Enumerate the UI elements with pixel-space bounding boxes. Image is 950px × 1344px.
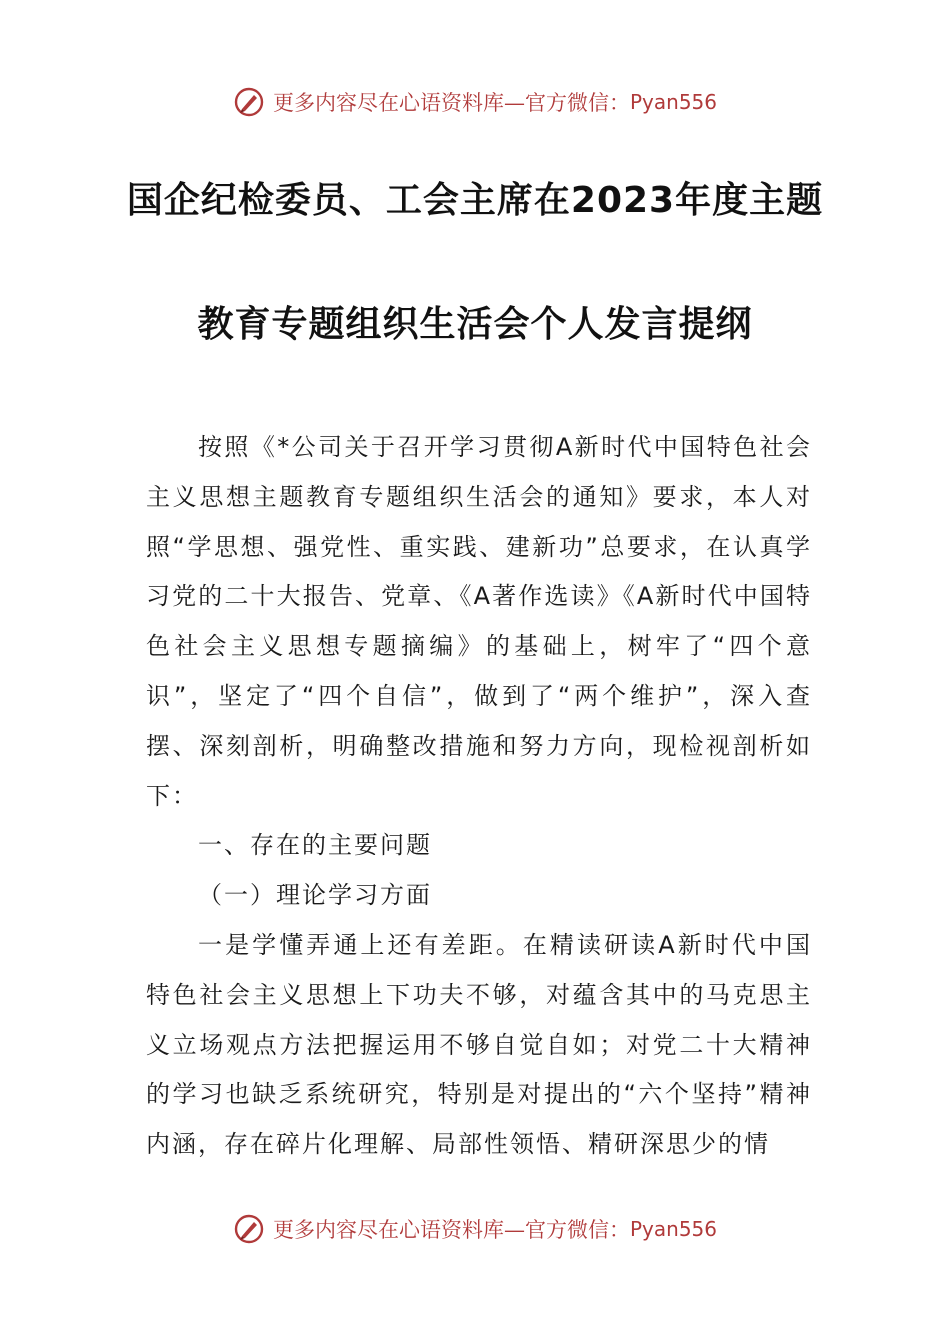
body-paragraph: 一是学懂弄通上还有差距。在精读研读A新时代中国特色社会主义思想上下功夫不够，对蕴含其中的马克思主义立场观点方法把握运用不够自觉自如；对党二十大精神的学习也缺乏系统研究，特别是对提出的“六个坚持”精神内涵，存在碎片化理解、局部性领悟、精研深思少的情 xyxy=(146,930,812,1159)
watermark-footer xyxy=(0,1209,950,1249)
document-title-line-1: 国企纪检委员、工会主席在2023年度主题 xyxy=(126,180,824,221)
watermark-text: 更多内容尽在心语资料库—官方微信： xyxy=(272,1218,630,1242)
wechat-id: Pyan556 xyxy=(629,90,717,114)
watermark-text: 更多内容尽在心语资料库—官方微信： xyxy=(272,91,630,115)
watermark-header xyxy=(0,82,950,122)
subsection-heading: （一）理论学习方面 xyxy=(198,881,432,910)
document-body xyxy=(146,423,812,1170)
document-title-line-2: 教育专题组织生活会个人发言提纲 xyxy=(197,304,753,345)
intro-paragraph: 按照《*公司关于召开学习贯彻A新时代中国特色社会主义思想主题教育专题组织生活会的通知》要求，本人对照“学思想、强党性、重实践、建新功”总要求，在认真学习党的二十大报告、党章、《A著作选读》《A新时代中国特色社会主义思想专题摘编》的基础上，树牢了“四个意识”，坚定了“四个自信”，做到了“两个维护”，深入查摆、深刻剖析，明确整改措施和努力方向，现检视剖析如下： xyxy=(146,433,812,810)
wechat-id: Pyan556 xyxy=(629,1217,717,1241)
pen-logo-icon xyxy=(233,86,265,118)
pen-logo-icon xyxy=(233,1213,265,1245)
section-heading: 一、存在的主要问题 xyxy=(198,831,432,860)
